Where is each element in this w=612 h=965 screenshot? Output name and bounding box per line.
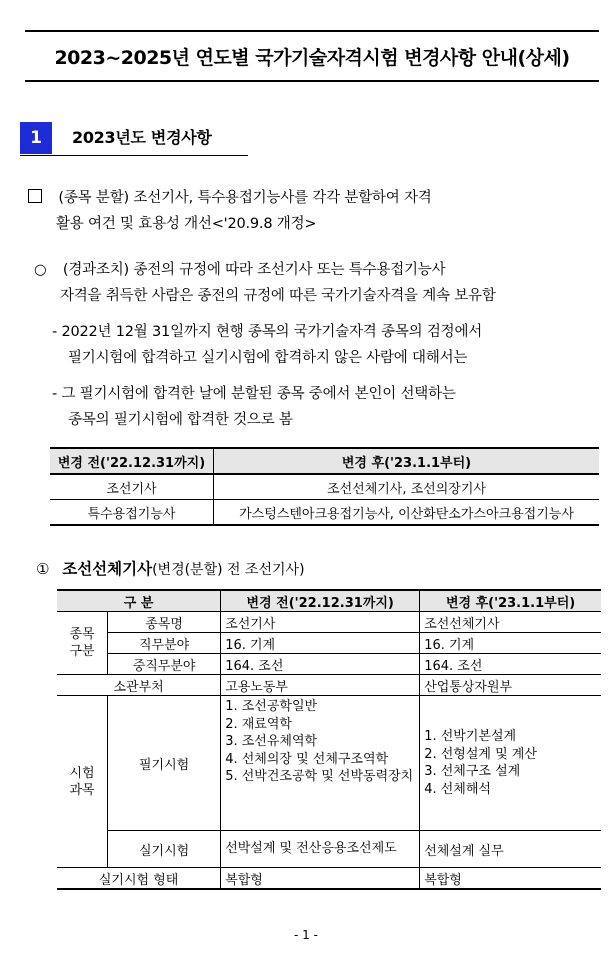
circled-number: ① xyxy=(36,560,50,578)
written-after-cell xyxy=(420,696,601,831)
checkbox-bullet-icon xyxy=(28,189,42,203)
table-row xyxy=(57,696,601,831)
subsection-title: 조선선체기사 xyxy=(62,560,153,578)
section-title: 2023년도 변경사항 xyxy=(72,128,212,147)
group-item-label: 종목 구분 xyxy=(57,612,108,675)
row-after: 16. 기계 xyxy=(420,633,601,654)
subsection-heading xyxy=(36,557,305,579)
row-label: 실기시험 형태 xyxy=(57,868,221,890)
item2-text: (경과조치) 종전의 규정에 따라 조선기사 또는 특수용접기능사 xyxy=(62,262,446,278)
table-row xyxy=(57,831,601,868)
page-number: - 1 - xyxy=(294,928,318,942)
table-row xyxy=(50,500,599,526)
subject-list-item: 1. 선박기본설계 xyxy=(424,729,517,744)
table-row xyxy=(57,675,601,696)
exam-detail-table xyxy=(57,589,601,890)
header-after: 변경 후('23.1.1부터) xyxy=(420,590,601,612)
table-row xyxy=(57,633,601,654)
dash1-line2: 필기시험에 합격하고 실기시험에 합격하지 않은 사람에 대해서는 xyxy=(68,350,468,366)
table-header-row xyxy=(57,590,601,612)
table-row xyxy=(50,474,599,500)
dash1-line1: - 2022년 12월 31일까지 현행 종목의 국가기술자격 종목의 검정에서 xyxy=(52,324,483,340)
row-label: 직무분야 xyxy=(108,633,221,654)
item1-line2: 활용 여건 및 효용성 개선<'20.9.8 개정> xyxy=(56,216,317,232)
row-after: 산업통상자원부 xyxy=(420,675,601,696)
table-row xyxy=(57,612,601,633)
subject-list-item: 2. 재료역학 xyxy=(225,716,292,732)
written-before-cell xyxy=(221,696,420,831)
written-after-list xyxy=(424,728,597,798)
row-before: 특수용접기능사 xyxy=(50,500,214,526)
dash2-line1: - 그 필기시험에 합격한 날에 분할된 종목 중에서 본인이 선택하는 xyxy=(52,386,456,402)
section-underline xyxy=(20,155,248,156)
subject-list-item: 4. 선체해석 xyxy=(424,781,491,797)
row-before: 164. 조선 xyxy=(221,654,420,675)
row-after: 선체설계 실무 xyxy=(420,831,601,868)
page-title: 2023~2025년 연도별 국가기술자격시험 변경사항 안내(상세) xyxy=(25,30,599,82)
row-label: 소관부처 xyxy=(57,675,221,696)
row-before: 선박설계 및 전산응용조선제도 xyxy=(221,831,420,868)
row-before: 복합형 xyxy=(221,868,420,890)
dash2-line2: 종목의 필기시험에 합격한 것으로 봄 xyxy=(68,412,293,428)
category-change-table xyxy=(50,447,599,526)
row-after: 164. 조선 xyxy=(420,654,601,675)
item1-text: (종목 분할) 조선기사, 특수용접기능사를 각각 분할하여 자격 xyxy=(58,190,432,206)
subject-list-item: 5. 선박건조공학 및 선박동력장치 xyxy=(225,769,414,784)
subject-list-item: 2. 선형설계 및 계산 xyxy=(424,746,537,762)
row-before: 고용노동부 xyxy=(221,675,420,696)
row-label: 실기시험 xyxy=(108,831,221,868)
section-number-badge: 1 xyxy=(20,122,52,154)
subsection-suffix: (변경(분할) 전 조선기사) xyxy=(152,562,305,578)
subject-list-item: 3. 선체구조 설계 xyxy=(424,764,521,779)
row-after: 조선선체기사, 조선의장기사 xyxy=(214,474,600,500)
row-after: 가스텅스텐아크용접기능사, 이산화탄소가스아크용접기능사 xyxy=(214,500,600,526)
table-row xyxy=(57,654,601,675)
subject-list-item: 1. 조선공학일반 xyxy=(225,699,318,714)
group-subject-label: 시험 과목 xyxy=(57,696,108,868)
table-header-row xyxy=(50,448,599,474)
circle-bullet-icon: ○ xyxy=(34,262,47,278)
item2-line2: 자격을 취득한 사람은 종전의 규정에 따른 국가기술자격을 계속 보유함 xyxy=(60,288,496,304)
header-after: 변경 후('23.1.1부터) xyxy=(214,448,600,474)
table-row xyxy=(57,868,601,890)
row-before: 16. 기계 xyxy=(221,633,420,654)
row-after: 복합형 xyxy=(420,868,601,890)
subject-list-item: 3. 조선유체역학 xyxy=(225,734,318,749)
item2-line1 xyxy=(34,260,445,280)
header-category: 구 분 xyxy=(57,590,221,612)
header-before: 변경 전('22.12.31까지) xyxy=(221,590,420,612)
row-label: 필기시험 xyxy=(108,696,221,831)
subject-list-item: 4. 선체의장 및 선체구조역학 xyxy=(225,751,389,767)
row-label: 종목명 xyxy=(108,612,221,633)
row-after: 조선선체기사 xyxy=(420,612,601,633)
header-before: 변경 전('22.12.31까지) xyxy=(50,448,214,474)
row-before: 조선기사 xyxy=(50,474,214,500)
item1-line1 xyxy=(28,188,432,208)
row-before: 조선기사 xyxy=(221,612,420,633)
row-label: 중직무분야 xyxy=(108,654,221,675)
written-before-list xyxy=(225,698,415,786)
